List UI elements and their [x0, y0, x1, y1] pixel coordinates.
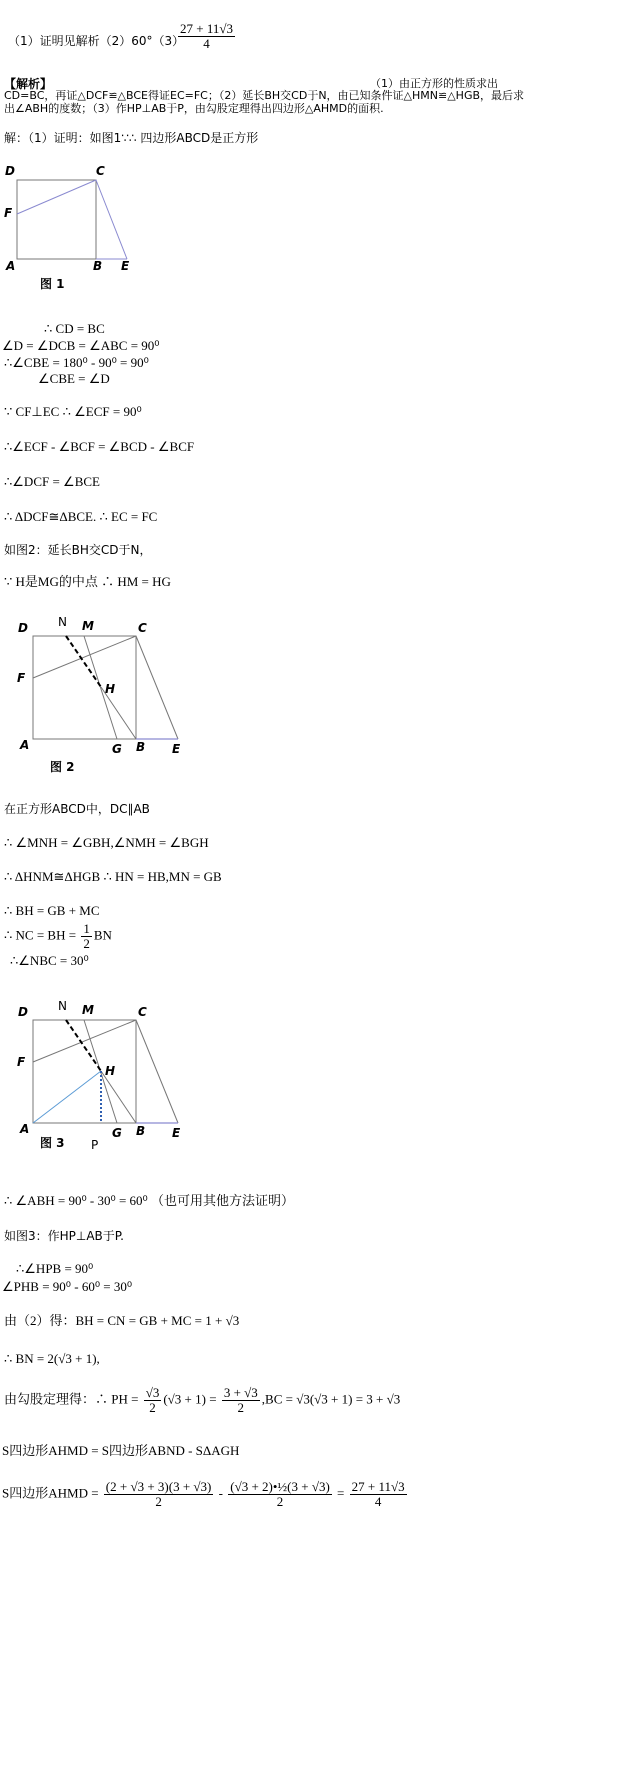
step-8: ∴ ΔDCF≅ΔBCE. ∴ EC = FC [4, 509, 158, 524]
analysis-line2: CD=BC，再证△DCF≌△BCE得证EC=FC；（2）延长BH交CD于N，由已知条件证△HMN≌△HGB，最后求 [4, 89, 525, 102]
answer-text: （1）证明见解析（2）60°（3） [8, 34, 185, 48]
analysis-line1: （1）由正方形的性质求出 [370, 77, 498, 90]
step-18: 如图3：作HP⊥AB于P. [4, 1229, 124, 1243]
label-e: E [172, 742, 181, 756]
label-c: C [96, 164, 105, 178]
step-2: ∠D = ∠DCB = ∠ABC = 90⁰ [2, 338, 160, 353]
label-b: B [136, 1124, 146, 1138]
label-p: P [91, 1138, 99, 1152]
label-a: A [20, 1122, 30, 1136]
analysis-line3: 出∠ABH的度数；（3）作HP⊥AB于P，由勾股定理得出四边形△AHMD的面积. [4, 102, 384, 115]
figure-1 [0, 160, 160, 295]
segment-fc [33, 636, 136, 678]
step-19: ∴∠HPB = 90⁰ [16, 1261, 94, 1276]
label-f: F [17, 1055, 26, 1069]
segment-ah [33, 1071, 101, 1123]
answer-fraction: $\frac{27 + 11√3}{4}$ [180, 21, 233, 51]
label-c: C [138, 621, 147, 635]
step-7: ∴∠DCF = ∠BCE [4, 474, 100, 489]
segment-nh-dashed [66, 636, 101, 687]
label-e: E [121, 259, 130, 273]
figure-2 [0, 608, 200, 783]
step-13: ∴ ΔHNM≅ΔHGB ∴ HN = HB,MN = GB [4, 869, 222, 884]
analysis-tag: 【解析】 [4, 77, 53, 91]
step-6: ∴∠ECF - ∠BCF = ∠BCD - ∠BCF [4, 439, 195, 454]
step-25: S四边形AHMD = $\frac{(2 + √3 + 3)(3 + √3)}{2}$ - $\frac{\text{(√3 + 2)•½(3 + √3)}}{2}$ = $\frac{27 + 11√3}{4}$ [2, 1479, 405, 1509]
segment-ce [136, 636, 178, 739]
label-m: M [82, 619, 94, 633]
label-g: G [112, 742, 122, 756]
step-1: ∴ CD = BC [44, 321, 105, 336]
step-5: ∵ CF⊥EC ∴ ∠ECF = 90⁰ [4, 404, 142, 419]
label-n: N [58, 615, 67, 629]
step-10: ∵ H是MG的中点 ∴ HM = HG [4, 574, 171, 589]
segment-nh-dashed [66, 1020, 101, 1071]
square-abcd [33, 1020, 136, 1123]
label-f: F [17, 671, 26, 685]
step-20: ∠PHB = 90⁰ - 60⁰ = 30⁰ [2, 1279, 133, 1294]
label-d: D [18, 621, 28, 635]
step-24: S四边形AHMD = S四边形ABND - SΔAGH [2, 1443, 240, 1458]
step-12: ∴ ∠MNH = ∠GBH,∠NMH = ∠BGH [4, 835, 209, 850]
label-e: E [172, 1126, 181, 1140]
label-d: D [18, 1005, 28, 1019]
label-a: A [20, 738, 30, 752]
caption-fig1: 图 1 [40, 277, 65, 291]
step-3: ∴∠CBE = 180⁰ - 90⁰ = 90⁰ [4, 355, 149, 370]
square-abcd [17, 180, 96, 259]
solution-intro: 解：（1）证明：如图1∵∴ 四边形ABCD是正方形 [4, 131, 259, 145]
step-17: ∴ ∠ABH = 90⁰ - 30⁰ = 60⁰ （也可用其他方法证明） [4, 1193, 294, 1208]
label-n: N [58, 999, 67, 1013]
label-m: M [82, 1003, 94, 1017]
label-g: G [112, 1126, 122, 1140]
label-b: B [136, 740, 146, 754]
step-15: ∴ NC = BH = $\frac{1}{2}$ BN [4, 921, 112, 951]
figure-3 [0, 995, 200, 1155]
step-4: ∠CBE = ∠D [38, 371, 110, 386]
label-b: B [93, 259, 103, 273]
segment-ce [136, 1020, 178, 1123]
step-21: 由（2）得：BH = CN = GB + MC = 1 + √3 [4, 1313, 240, 1328]
label-f: F [4, 206, 13, 220]
segment-ce [96, 180, 127, 259]
segment-hb [101, 1071, 136, 1123]
step-16: ∴∠NBC = 30⁰ [10, 953, 89, 968]
segment-fc [33, 1020, 136, 1062]
label-h: H [105, 1064, 116, 1078]
step-22: ∴ BN = 2(√3 + 1), [4, 1351, 100, 1366]
label-a: A [6, 259, 16, 273]
segment-fc [17, 180, 96, 214]
square-abcd [33, 636, 136, 739]
caption-fig3: 图 3 [40, 1136, 65, 1150]
label-h: H [105, 682, 116, 696]
label-d: D [5, 164, 15, 178]
step-23: 由勾股定理得：∴ PH = $\frac{√3}{2}$ (√3 + 1) = $\frac{3 + √3}{2}$ ,BC = √3(√3 + 1) = 3 + √3 [4, 1385, 401, 1415]
label-c: C [138, 1005, 147, 1019]
step-14: ∴ BH = GB + MC [4, 903, 100, 918]
step-9: 如图2：延长BH交CD于N， [4, 543, 152, 557]
step-11: 在正方形ABCD中，DC∥AB [4, 802, 150, 816]
caption-fig2: 图 2 [50, 760, 75, 774]
